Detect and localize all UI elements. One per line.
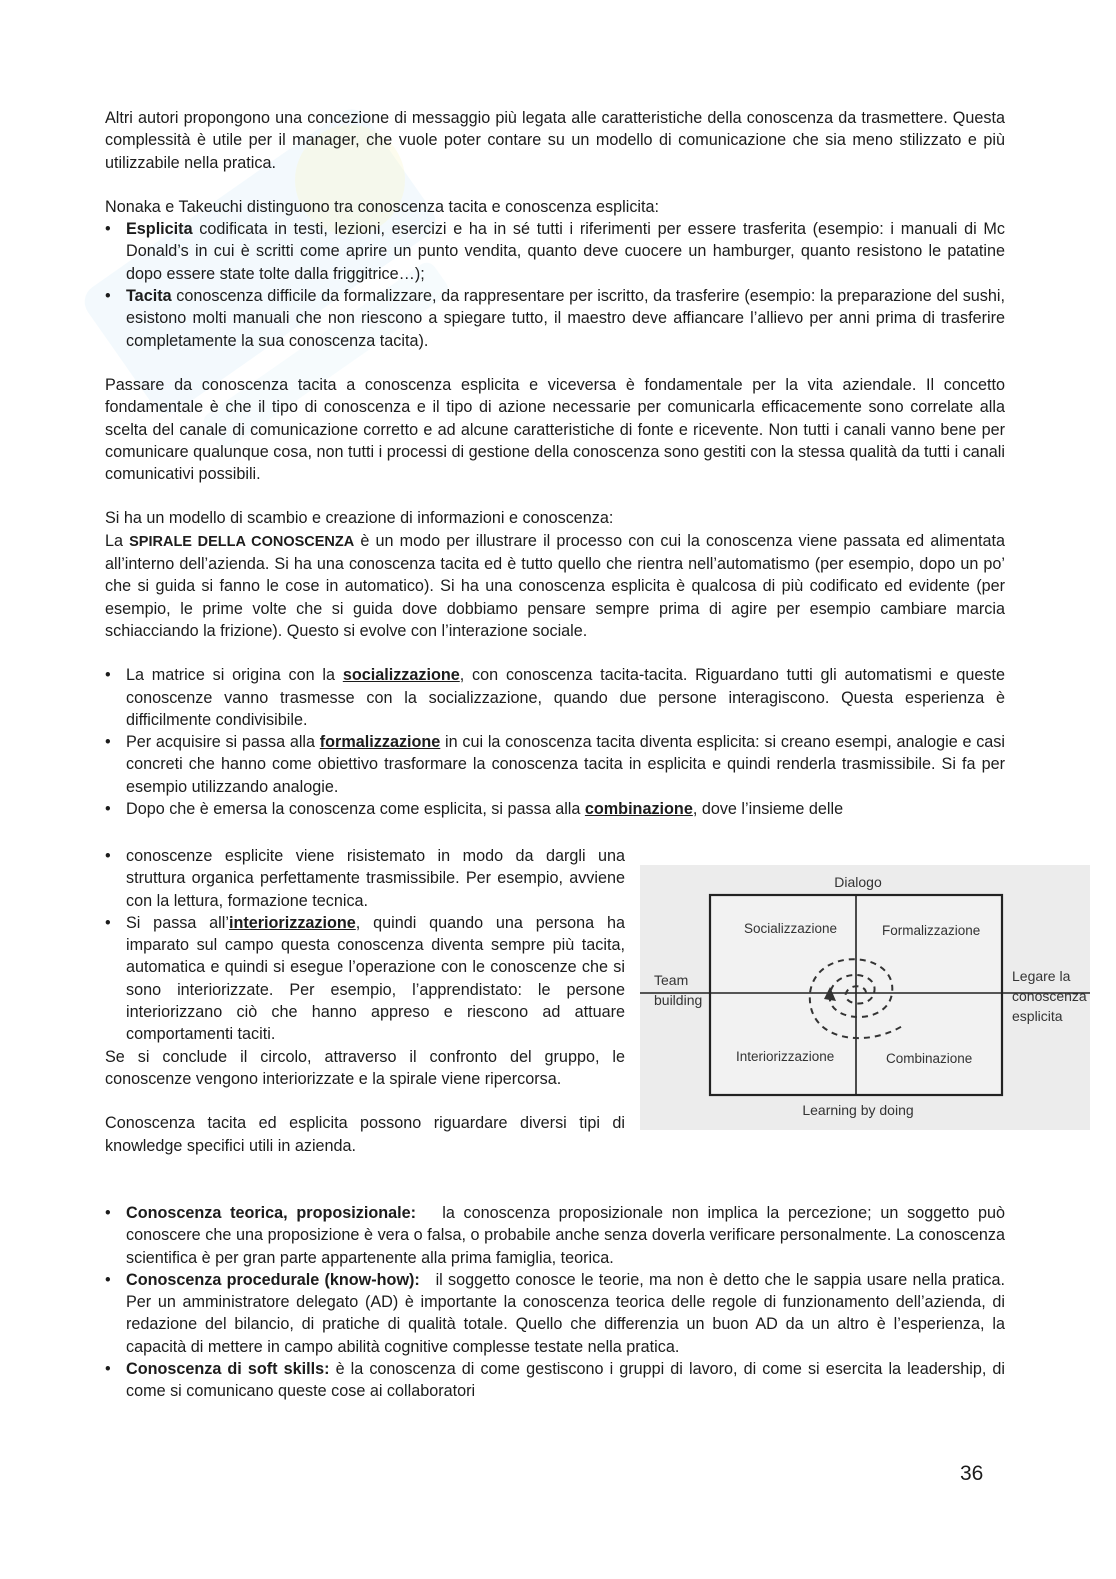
list-item [105, 1269, 1010, 1358]
model-lead: Si ha un modello di scambio e creazione di informazioni e conoscenza: [105, 509, 614, 528]
spiral-term: SPIRALE DELLA CONOSCENZA [129, 533, 355, 550]
term-esplicita: Esplicita [126, 220, 193, 239]
text-run: Dopo che è emersa la conoscenza come esplicita, si passa alla [126, 800, 585, 819]
list-item [105, 285, 1005, 352]
kinds-paragraph: Conoscenza tacita ed esplicita possono riguardare diversi tipi di knowledge specifici utili in azienda. [105, 1114, 625, 1155]
knowledge-kinds-list [105, 1202, 1010, 1403]
term-procedurale: Conoscenza procedurale (know-how): [126, 1270, 420, 1289]
list-item [105, 1358, 1005, 1403]
knowledge-spiral-figure [640, 865, 1090, 1130]
knowledge-type-list [105, 218, 1005, 352]
text-run: è un modo per illustrare il processo con cui la conoscenza viene passata ed alimentata all’interno dell’azienda. Si ha una conoscenza tacita ed è tutto quello che rientra nell’automatismo (per esempio, dopo un po’ che si guida si fanno le cose in automatico). Si ha una conoscenza esplicita è qualcosa di più codificato ed evidente (per esempio, le prime volte che si guida dove dobbiamo pensare sempre prima di agire per esempio cambiare marcia schiacciando la frizione). Questo si evolve con l’interazione sociale. [105, 531, 1005, 640]
text-run: in cui la conoscenza tacita diventa esplicita: si creano esempi, analogie e casi concreti che hanno come obiettivo trasformare la conoscenza tacita in esplicita e quindi renderla trasmissibile. Si fa per esempio utilizzando analogie. [126, 733, 1005, 796]
term-formalizzazione: formalizzazione [319, 733, 441, 752]
spiral-diagram [640, 865, 1090, 1130]
text-run: Si passa all’ [126, 913, 229, 932]
intro-paragraph: Altri autori propongono una concezione di messaggio più legata alle caratteristiche della conoscenza da trasmettere. Questa complessità è utile per il manager, che vuole poter contare su un modello di comunicazione che sia meno stilizzato e più utilizzabile nella pratica. [105, 109, 1005, 172]
top-section [105, 107, 1005, 820]
list-item [105, 912, 625, 1046]
label-right-3: esplicita [1012, 1008, 1063, 1024]
label-left-2: building [654, 992, 703, 1008]
item-text: codificata in testi, lezioni, esercizi e ha in sé tutti i riferimenti per essere trasferita (esempio: i manuali di Mc Donald’s in cui è scritti come aprire un punto vendita, quanto deve cuocere un hamburger, quanto resistono le patatine dopo essere state tolte dalla friggitrice…); [126, 220, 1005, 283]
term-soft-skills: Conoscenza di soft skills: [126, 1360, 330, 1379]
quadrant-combinazione: Combinazione [886, 1051, 973, 1066]
term-teorica: Conoscenza teorica, proposizionale: [126, 1204, 417, 1222]
quadrant-formalizzazione: Formalizzazione [882, 923, 981, 938]
narrow-section [105, 845, 625, 1157]
label-right-1: Legare la [1012, 968, 1071, 984]
label-top: Dialogo [834, 874, 882, 890]
bottom-section [105, 1202, 1010, 1403]
text-run: conoscenze esplicite viene risistemato in modo da dargli una struttura organica perfettamente trasmissibile. Per esempio, avviene con la lettura, formazione tecnica. [126, 847, 625, 910]
term-tacita: Tacita [126, 287, 172, 306]
text-run: , dove l’insieme delle [692, 800, 844, 819]
text-run: , quindi quando una persona ha imparato sul campo questa conoscenza diventa sempre più tacita, automatica e quindi si esegue l’operazione con le conoscenze che si sono interiorizzate. Per esempio, l’apprendistato: le persone interiorizzano ciò che hanno appreso e riescono ad attuare comportamenti taciti. [126, 913, 625, 1044]
label-bottom: Learning by doing [802, 1102, 914, 1118]
text-run: La [105, 531, 130, 550]
label-right-2: conoscenza [1012, 988, 1087, 1004]
term-socializzazione: socializzazione [342, 666, 460, 685]
list-item [105, 218, 1005, 285]
spiral-paragraph [105, 530, 1005, 642]
list-item [105, 731, 1005, 798]
item-text: conoscenza difficile da formalizzare, da rappresentare per iscritto, da trasferire (esempio: la preparazione del sushi, esistono molti manuali che non riescono a spiegare tutto, il maestro deve affiancare l’allievo per anni prima di trasferire completamente la sua conoscenza tacita). [126, 287, 1005, 350]
list-item [105, 798, 1005, 820]
text-run: , con conoscenza tacita-tacita. Riguardano tutti gli automatismi e queste conoscenze vanno trasmesse con la socializzazione, quando due persone interagiscono. Questa esperienza è difficilmente condivisibile. [126, 666, 1005, 729]
term-interiorizzazione: interiorizzazione [228, 913, 356, 932]
list-item [105, 664, 1005, 731]
text-run: Per acquisire si passa alla [126, 733, 320, 752]
phase-list [105, 664, 1005, 820]
circle-paragraph: Se si conclude il circolo, attraverso il confronto del gruppo, le conoscenze vengono interiorizzate e la spirale viene ripercorsa. [105, 1047, 625, 1088]
nonaka-lead: Nonaka e Takeuchi distinguono tra conoscenza tacita e conoscenza esplicita: [105, 197, 660, 216]
text-run: La matrice si origina con la [126, 666, 343, 685]
page-number: 36 [960, 1462, 984, 1485]
phase-list-continued [105, 845, 625, 1046]
item-text: la conoscenza proposizionale non implica la percezione; un soggetto può conoscere che una proposizione è vera o falsa, o probabile anche senza doverla verificare personalmente. La conoscenza scientifica è per gran parte appartenente alla prima famiglia, teorica. [126, 1204, 1010, 1267]
term-combinazione: combinazione [584, 800, 693, 819]
label-left-1: Team [654, 972, 689, 988]
list-item [105, 1202, 1010, 1269]
quadrant-interiorizzazione: Interiorizzazione [736, 1049, 835, 1064]
list-item-continuation [105, 845, 625, 912]
item-text: è la conoscenza di come gestiscono i gruppi di lavoro, di come si esercita la leadership, di come si comunicano queste cose ai collaboratori [126, 1360, 1005, 1401]
tacit-explicit-paragraph: Passare da conoscenza tacita a conoscenza esplicita e viceversa è fondamentale per la vita aziendale. Il concetto fondamentale è che il tipo di conoscenza e il tipo di azione necessarie per comunicarla efficacemente sono correlate alla scelta del canale di comunicazione corretto e ad alcune caratteristiche di fonte e ricevente. Non tutti i canali vanno bene per comunicare qualunque cosa, non tutti i processi di gestione della conoscenza sono gestiti con la stessa qualità da tutti i canali comunicativi possibili. [105, 375, 1005, 484]
quadrant-socializzazione: Socializzazione [744, 921, 838, 936]
item-text: il soggetto conosce le teorie, ma non è detto che le sappia usare nella pratica. Per un amministratore delegato (AD) è importante la conoscenza teorica delle regole di funzionamento dell’azienda, di redazione del bilancio, di pratiche di qualità totale. Quello che differenzia un buon AD da un altro è l’esperienza, la capacità di mettere in campo abilità cognitive complesse testate nella pratica. [126, 1270, 1010, 1356]
